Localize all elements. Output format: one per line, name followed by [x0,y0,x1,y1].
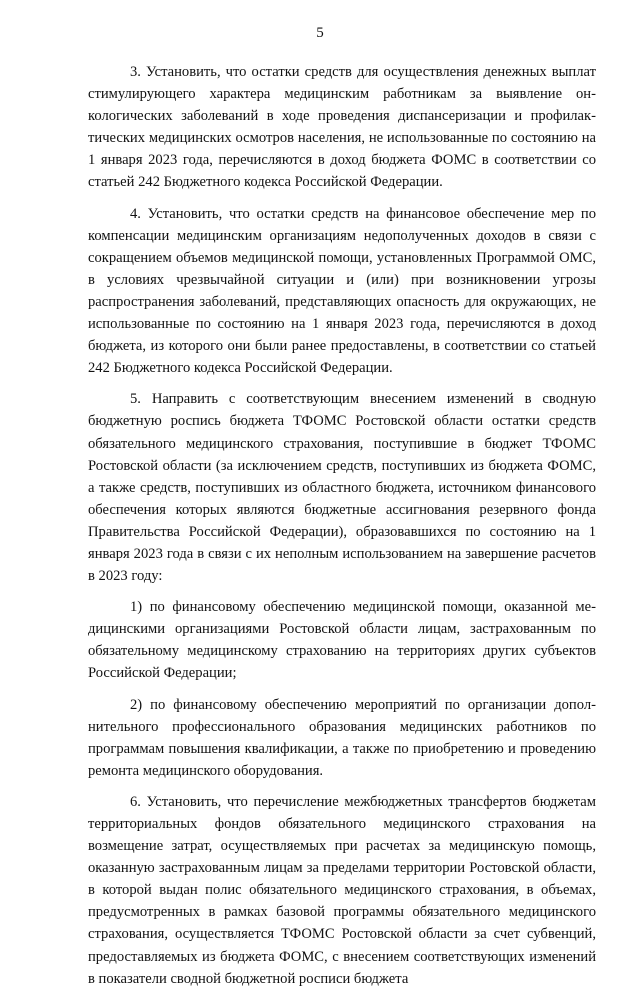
paragraph-item-6: 6. Установить, что перечисление межбюджетных трансфертов бюджетам территориальных фондов обязательного медицинского страхования на возмещение затрат, осуществляемых при расчетах за медицинскую помощь, оказанную застрахованным лицам за пределами территории Ростовской области, в которой выдан полис обязательного медицинского страхования, в объемах, предусмотренных в рамках базовой программы обязательного медицинского страхования, осуществляется ТФОМС Ростовской области за счет субвенций, предоставляемых из бюджета ФОМС, с внесением соответствующих изменений в показатели сводной бюджетной росписи бюджета [88,793,596,987]
paragraph-item-4: 4. Установить, что остатки средств на финансовое обеспечение мер по компенсации медицинским организациям недополученных доходов в связи с сокращением объемов медицинской помощи, установленных Программой ОМС, в условиях чрезвычайной ситуации и (или) при возникновении угрозы распространения заболеваний, представляющих опасность для окружающих, не использованные по состоянию на 1 января 2023 года, перечисляются в доход бюджета, из которого они были ранее предоставлены, в соответствии со статьей 242 Бюджетного кодекса Российской Федерации. [88,205,596,377]
page-number: 5 [316,25,324,41]
paragraph-item-3: 3. Установить, что остатки средств для осуществления денежных выплат стимулирующего характера медицинским работникам за выявление онкологических заболеваний в ходе проведения диспансеризации и профилактических медицинских осмотров населения, не использованные по состоянию на 1 января 2023 года, перечисляются в доход бюджета ФОМС в соответствии со статьей 242 Бюджетного кодекса Российской Федерации. [88,64,596,191]
document-body [88,61,596,999]
paragraph-item-5: 5. Направить с соответствующим внесением изменений в сводную бюджетную роспись бюджета ТФОМС Ростовской области остатки средств обязательного медицинского страхования, поступившие в бюджет ТФОМС Ростовской области (за исключением средств, поступивших из бюджета ФОМС, а также средств, поступивших из областного бюджета, источником финансового обеспечения которых являются бюджетные ассигнования резервного фонда Правительства Российской Федерации), образовавшихся по состоянию на 1 января 2023 года в связи с их неполным использованием на завершение расчетов в 2023 году: [88,391,596,585]
paragraph-subitem-1: 1) по финансовому обеспечению медицинской помощи, оказанной медицинскими организациями Ростовской области лицам, застрахованным по обязательному медицинскому страхованию на территориях других субъектов Российской Федерации; [88,599,596,682]
paragraph-subitem-2: 2) по финансовому обеспечению мероприятий по организации дополнительного профессионального образования медицинских работников по программам повышения квалификации, а также по приобретению и проведению ремонта медицинского оборудования. [88,696,596,779]
